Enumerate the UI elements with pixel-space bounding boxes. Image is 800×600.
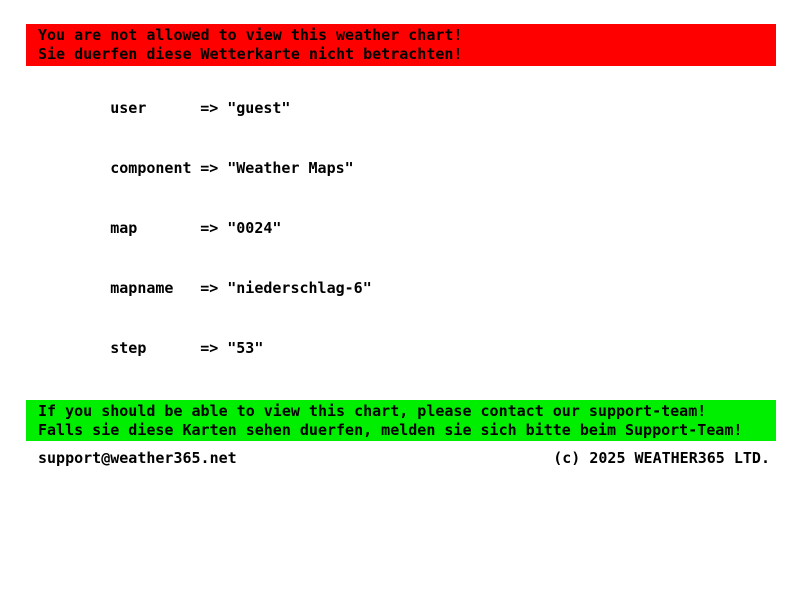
detail-key: map bbox=[110, 219, 138, 237]
detail-row-user bbox=[38, 78, 776, 138]
detail-value: "0024" bbox=[227, 219, 282, 237]
info-banner bbox=[26, 400, 776, 441]
info-banner-line-de: Falls sie diese Karten sehen duerfen, melden sie sich bitte beim Support-Team! bbox=[38, 420, 743, 439]
arrow-separator: => bbox=[200, 339, 219, 357]
error-banner-line-de: Sie duerfen diese Wetterkarte nicht betrachten! bbox=[38, 45, 463, 63]
arrow-separator: => bbox=[200, 219, 219, 237]
detail-row-mapname bbox=[38, 258, 776, 318]
page bbox=[0, 24, 800, 600]
arrow-separator: => bbox=[200, 159, 219, 177]
request-details bbox=[38, 78, 776, 378]
arrow-separator: => bbox=[200, 279, 219, 297]
detail-value: "guest" bbox=[227, 99, 291, 117]
support-email: support@weather365.net bbox=[38, 449, 237, 467]
detail-row-map bbox=[38, 198, 776, 258]
copyright-notice: (c) 2025 WEATHER365 LTD. bbox=[553, 449, 770, 467]
detail-key: component bbox=[110, 159, 192, 177]
error-banner-line-en: You are not allowed to view this weather chart! bbox=[38, 26, 463, 44]
detail-key: mapname bbox=[110, 279, 174, 297]
info-banner-line-en: If you should be able to view this chart, please contact our support-team! bbox=[38, 401, 707, 420]
detail-value: "Weather Maps" bbox=[227, 159, 354, 177]
detail-row-component bbox=[38, 138, 776, 198]
detail-key: user bbox=[110, 99, 147, 117]
error-banner bbox=[26, 24, 776, 66]
content-area bbox=[26, 24, 776, 468]
detail-value: "niederschlag-6" bbox=[227, 279, 372, 297]
detail-key: step bbox=[110, 339, 147, 357]
footer bbox=[26, 449, 776, 468]
detail-value: "53" bbox=[227, 339, 264, 357]
detail-row-step bbox=[38, 318, 776, 378]
arrow-separator: => bbox=[200, 99, 219, 117]
